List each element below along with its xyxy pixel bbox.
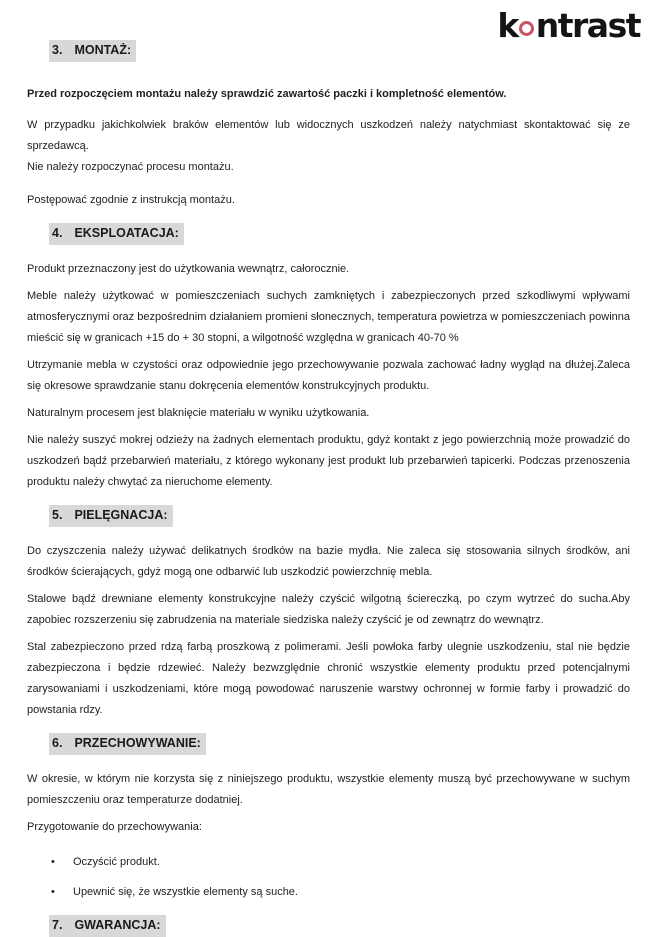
bullet-icon: •: [51, 886, 55, 898]
heading-highlight: [49, 733, 206, 755]
paragraph-eksploatacja-2: Meble należy użytkować w pomieszczeniach suchych zamkniętych i zabezpieczonych przed szkodliwymi wpływami atmosferycznymi oraz bezpośrednim działaniem promieni słonecznych, temperatura powietrza w pomieszczeniach powinna mieścić się w granicach +15 do + 30 stopni, a wilgotność względna w granicach 40-70 %: [27, 290, 630, 344]
logo-text-before: k: [497, 6, 518, 45]
section-number: 7.: [52, 918, 63, 932]
paragraph-line: Nie należy rozpoczynać procesu montażu.: [27, 161, 234, 173]
paragraph-montaz-contact: [27, 115, 630, 178]
paragraph-eksploatacja-4: Naturalnym procesem jest blaknięcie materiału w wyniku użytkowania.: [27, 407, 370, 419]
logo-o-ring-icon: [519, 21, 534, 36]
storage-checklist: [49, 852, 630, 903]
section-title: MONTAŻ:: [74, 43, 132, 57]
section-number: 4.: [52, 226, 63, 240]
section-title: EKSPLOATACJA:: [74, 226, 179, 240]
paragraph-eksploatacja-1: Produkt przeznaczony jest do użytkowania wewnątrz, całorocznie.: [27, 263, 350, 275]
heading-highlight: [49, 40, 136, 62]
paragraph-przechowywanie-2: Przygotowanie do przechowywania:: [27, 821, 202, 833]
paragraph-eksploatacja-3: Utrzymanie mebla w czystości oraz odpowiednie jego przechowywanie pozwala zachować ładny wygląd na dłużej.Zaleca się okresowe sprawdzanie stanu dokręcenia elementów konstrukcyjnych produktu.: [27, 359, 630, 392]
heading-highlight: [49, 505, 173, 527]
section-title: GWARANCJA:: [74, 918, 161, 932]
section-title: PIELĘGNACJA:: [74, 508, 168, 522]
heading-highlight: [49, 915, 166, 937]
section-title: PRZECHOWYWANIE:: [74, 736, 201, 750]
bullet-icon: •: [51, 856, 55, 868]
paragraph-line: W przypadku jakichkolwiek braków elementów lub widocznych uszkodzeń należy natychmiast skontaktować się ze sprzedawcą.: [27, 119, 630, 152]
list-item-text: Upewnić się, że wszystkie elementy są suche.: [73, 886, 298, 898]
section-heading-pielegnacja: [49, 505, 630, 527]
section-number: 3.: [52, 43, 63, 57]
brand-logo: [497, 6, 640, 46]
logo-text-after: ntrast: [535, 6, 640, 45]
paragraph-pielegnacja-2: Stalowe bądź drewniane elementy konstrukcyjne należy czyścić wilgotną ściereczką, po czym wytrzeć do sucha.Aby zapobiec rozszerzeniu się zabrudzenia na materiale siedziska należy czyścić je od zewnątrz do wewnątrz.: [27, 593, 630, 626]
section-heading-przechowywanie: [49, 733, 630, 755]
heading-highlight: [49, 223, 184, 245]
list-item-text: Oczyścić produkt.: [73, 856, 160, 868]
section-heading-gwarancja: [49, 915, 630, 937]
paragraph-montaz-lead: Przed rozpoczęciem montażu należy sprawdzić zawartość paczki i kompletność elementów.: [27, 88, 507, 100]
list-item: [49, 852, 630, 873]
section-number: 5.: [52, 508, 63, 522]
paragraph-przechowywanie-1: W okresie, w którym nie korzysta się z niniejszego produktu, wszystkie elementy muszą być przechowywane w suchym pomieszczeniu oraz temperaturze dodatniej.: [27, 773, 630, 806]
paragraph-montaz-follow: Postępować zgodnie z instrukcją montażu.: [27, 194, 235, 206]
paragraph-eksploatacja-5: Nie należy suszyć mokrej odzieży na żadnych elementach produktu, gdyż kontakt z jego powierzchnią może prowadzić do uszkodzeń bądź przebarwień materiału, z którego wykonany jest produkt lub przebarwień tapicerki. Podczas przenoszenia produktu należy chwytać za nieruchome elementy.: [27, 434, 630, 488]
paragraph-pielegnacja-3: Stal zabezpieczono przed rdzą farbą proszkową z polimerami. Jeśli powłoka farby ulegnie uszkodzeniu, stal nie będzie zabezpieczona i będzie rdzewieć. Należy bezwzględnie chronić wszystkie elementy produktu przed potencjalnymi zarysowaniami i uszkodzeniami, które mogą powodować naruszenie warstwy ochronnej w formie farby i prowadzić do powstania rdzy.: [27, 641, 630, 716]
paragraph-pielegnacja-1: Do czyszczenia należy używać delikatnych środków na bazie mydła. Nie zaleca się stosowania silnych środków, ani środków ścierających, gdyż mogą one odbarwić lub uszkodzić powierzchnię mebla.: [27, 545, 630, 578]
section-number: 6.: [52, 736, 63, 750]
section-heading-eksploatacja: [49, 223, 630, 245]
